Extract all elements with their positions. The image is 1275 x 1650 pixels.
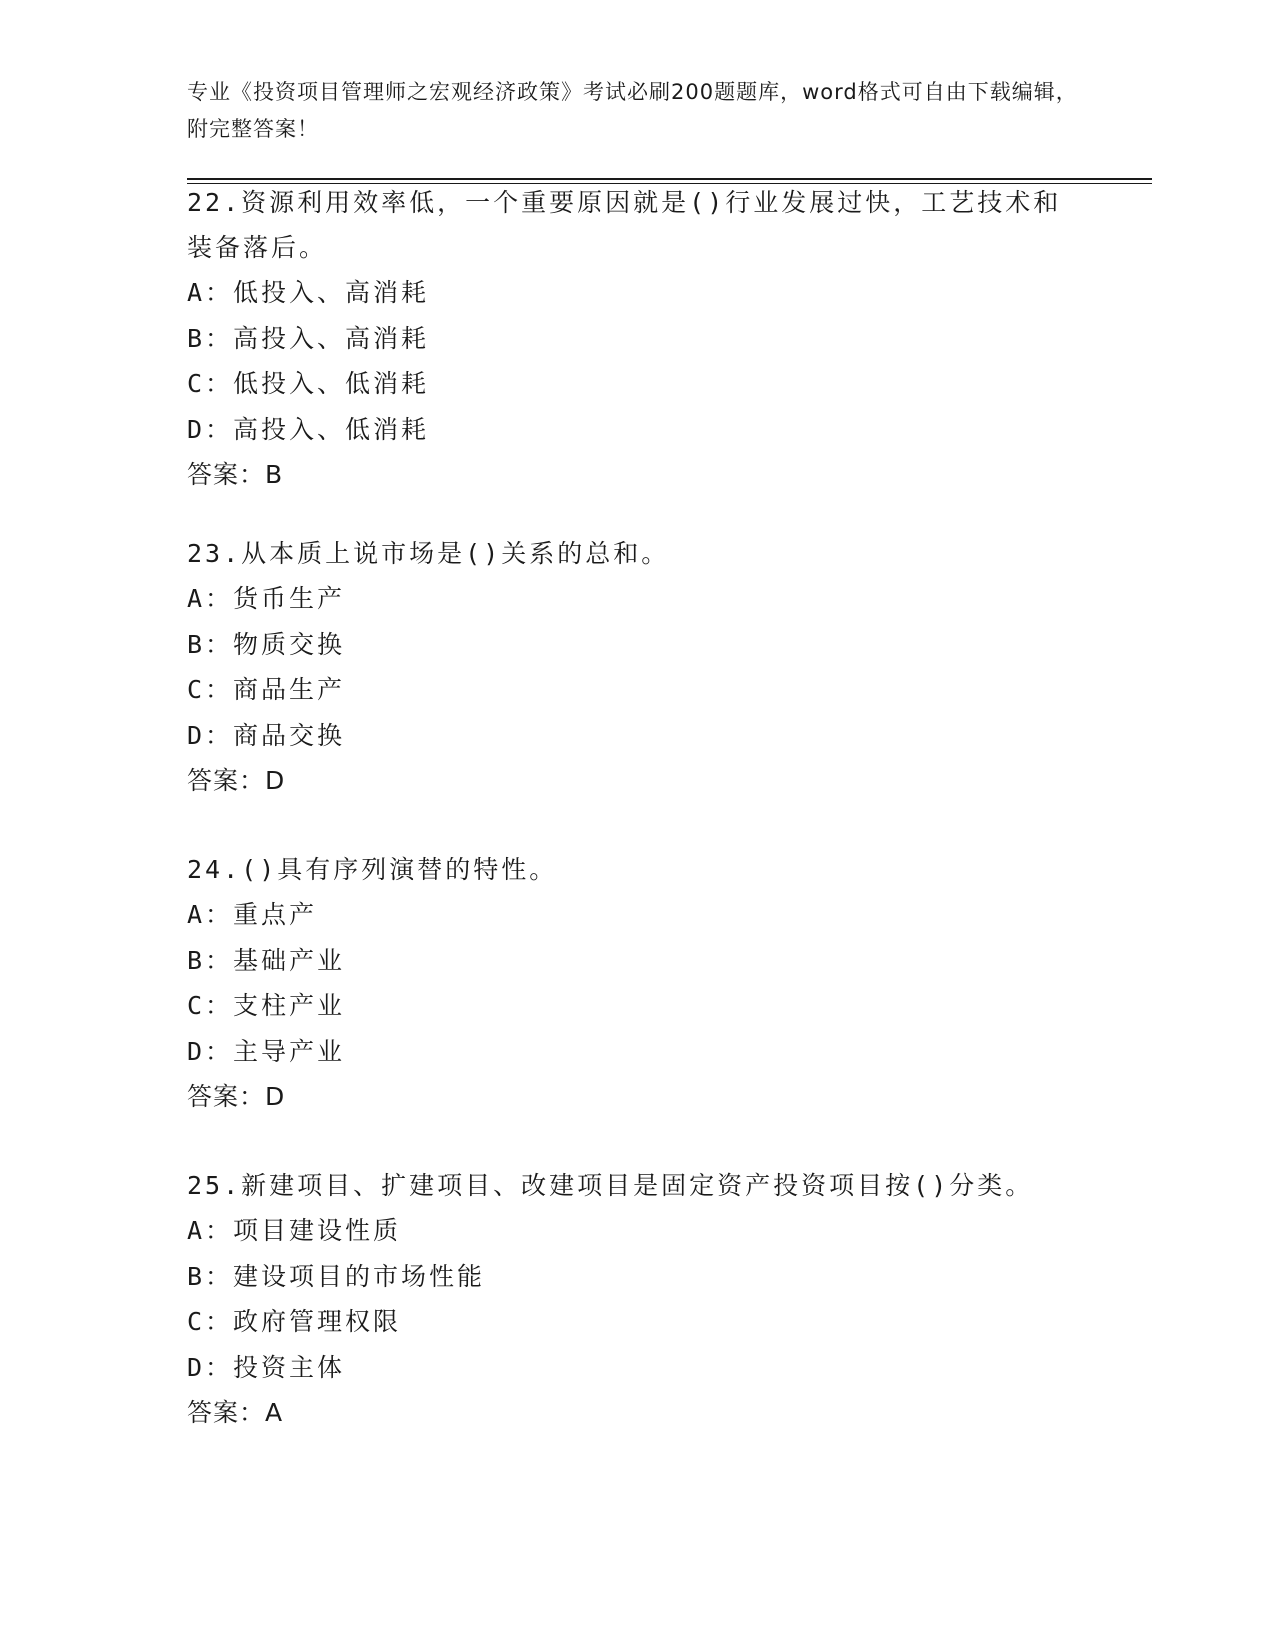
question-22 — [187, 180, 1087, 497]
question-stem: 22.资源利用效率低，一个重要原因就是()行业发展过快，工艺技术和装备落后。 — [187, 188, 1062, 262]
option-c: C：政府管理权限 — [187, 1307, 402, 1336]
option-c: C：低投入、低消耗 — [187, 369, 430, 398]
option-d: D：投资主体 — [187, 1352, 346, 1382]
option-b: B：物质交换 — [187, 629, 346, 659]
answer: 答案：D — [187, 1082, 286, 1111]
option-c: C：支柱产业 — [187, 991, 346, 1020]
option-b: B：高投入、高消耗 — [187, 323, 430, 353]
option-a: A：重点产 — [187, 900, 318, 929]
option-a: A：货币生产 — [187, 584, 346, 613]
option-c: C：商品生产 — [187, 675, 346, 704]
question-stem: 25.新建项目、扩建项目、改建项目是固定资产投资项目按()分类。 — [187, 1171, 1034, 1200]
question-24 — [187, 847, 1087, 1119]
question-stem: 23.从本质上说市场是()关系的总和。 — [187, 539, 670, 568]
option-a: A：项目建设性质 — [187, 1216, 402, 1245]
option-d: D：主导产业 — [187, 1036, 346, 1066]
option-d: D：高投入、低消耗 — [187, 414, 430, 444]
answer: 答案：D — [187, 766, 286, 795]
option-d: D：商品交换 — [187, 720, 346, 750]
answer: 答案：B — [187, 460, 284, 489]
answer: 答案：A — [187, 1398, 284, 1427]
question-23 — [187, 531, 1087, 803]
document-header: 专业《投资项目管理师之宏观经济政策》考试必刷200题题库，word格式可自由下载编辑，附完整答案！ — [187, 80, 1078, 141]
option-a: A：低投入、高消耗 — [187, 278, 430, 307]
question-25 — [187, 1163, 1087, 1435]
option-b: B：建设项目的市场性能 — [187, 1261, 486, 1291]
option-b: B：基础产业 — [187, 945, 346, 975]
question-stem: 24.()具有序列演替的特性。 — [187, 855, 558, 884]
